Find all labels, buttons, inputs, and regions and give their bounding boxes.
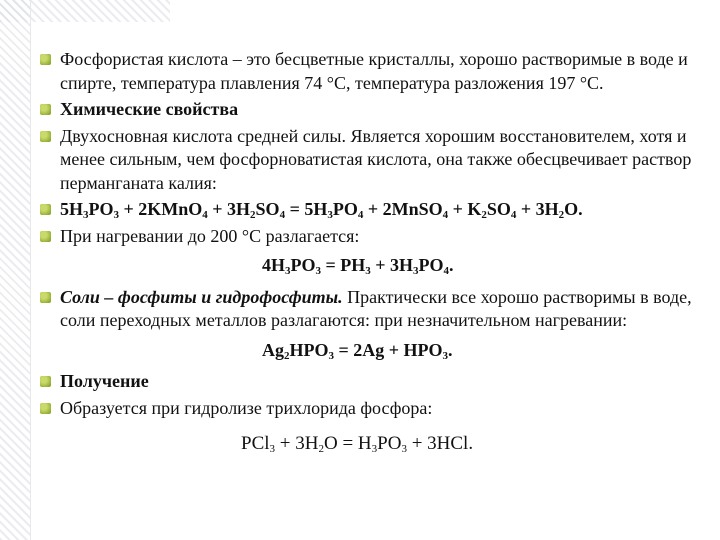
bullet-item-equation-1 <box>36 198 712 222</box>
equation-silver-phosphite: $Ag_2HPO_3 = 2Ag + HPO_3$. <box>262 339 453 362</box>
square-bullet-icon <box>40 292 51 303</box>
slide-content <box>36 48 712 464</box>
heating-text: При нагревании до 200 °С разлагается: <box>60 225 360 246</box>
square-bullet-icon <box>40 376 51 387</box>
equation-permanganate: $5H_3PO_3$ + 2KMnO$_4$ + $3H_2SO_4 = 5H_3PO_4$ + 2MnSO$_4$ + $K_2SO_4 + 3H_2O$. <box>60 199 583 221</box>
bullet-item-description <box>36 48 712 95</box>
acid-properties-text: Двухосновная кислота средней силы. Является хорошим восстановителем, хотя и менее сильным, чем фосфорноватистая кислота, она также обесцвечивает раствор перманганата калия: <box>60 125 692 193</box>
square-bullet-icon <box>40 231 51 242</box>
bullet-item-chemical-properties-heading <box>36 98 712 122</box>
bullet-item-preparation-heading <box>36 370 712 394</box>
bullet-item-salts <box>36 286 712 333</box>
preparation-heading: Получение <box>60 371 149 391</box>
decorative-stripe-top <box>0 0 170 22</box>
square-bullet-icon <box>40 131 51 142</box>
hydrolysis-text: Образуется при гидролизе трихлорида фосфора: <box>60 397 433 418</box>
description-text: Фосфористая кислота – это бесцветные кристаллы, хорошо растворимые в воде и спирте, температура плавления 74 °С, температура разложения 197 °С. <box>60 49 688 93</box>
bullet-item-acid-properties <box>36 125 712 196</box>
square-bullet-icon <box>40 403 51 414</box>
square-bullet-icon <box>40 204 51 215</box>
decorative-divider <box>30 0 31 540</box>
bullet-item-heating <box>36 225 712 249</box>
decorative-stripe-left <box>0 0 30 540</box>
salts-text: Практически все хорошо растворимы в воде, соли переходных металлов разлагаются: при незначительном нагревании: <box>60 286 692 330</box>
sub-bullet-equation-2 <box>240 254 712 278</box>
square-bullet-icon <box>40 54 51 65</box>
chemical-properties-heading: Химические свойства <box>60 99 239 119</box>
equation-decomposition: $4H_3PO_3 = PH_3 + 3H_3PO_4$. <box>262 255 454 277</box>
sub-bullet-equation-3 <box>240 339 712 363</box>
sub-bullet-equation-4 <box>219 432 712 456</box>
salts-heading: Соли – фосфиты и гидрофосфиты. <box>60 286 343 307</box>
bullet-item-hydrolysis <box>36 397 712 421</box>
square-bullet-icon <box>40 104 51 115</box>
equation-hydrolysis: $PCl_3 + 3H_2O = H_3PO_3 + 3HCl$. <box>241 433 474 455</box>
